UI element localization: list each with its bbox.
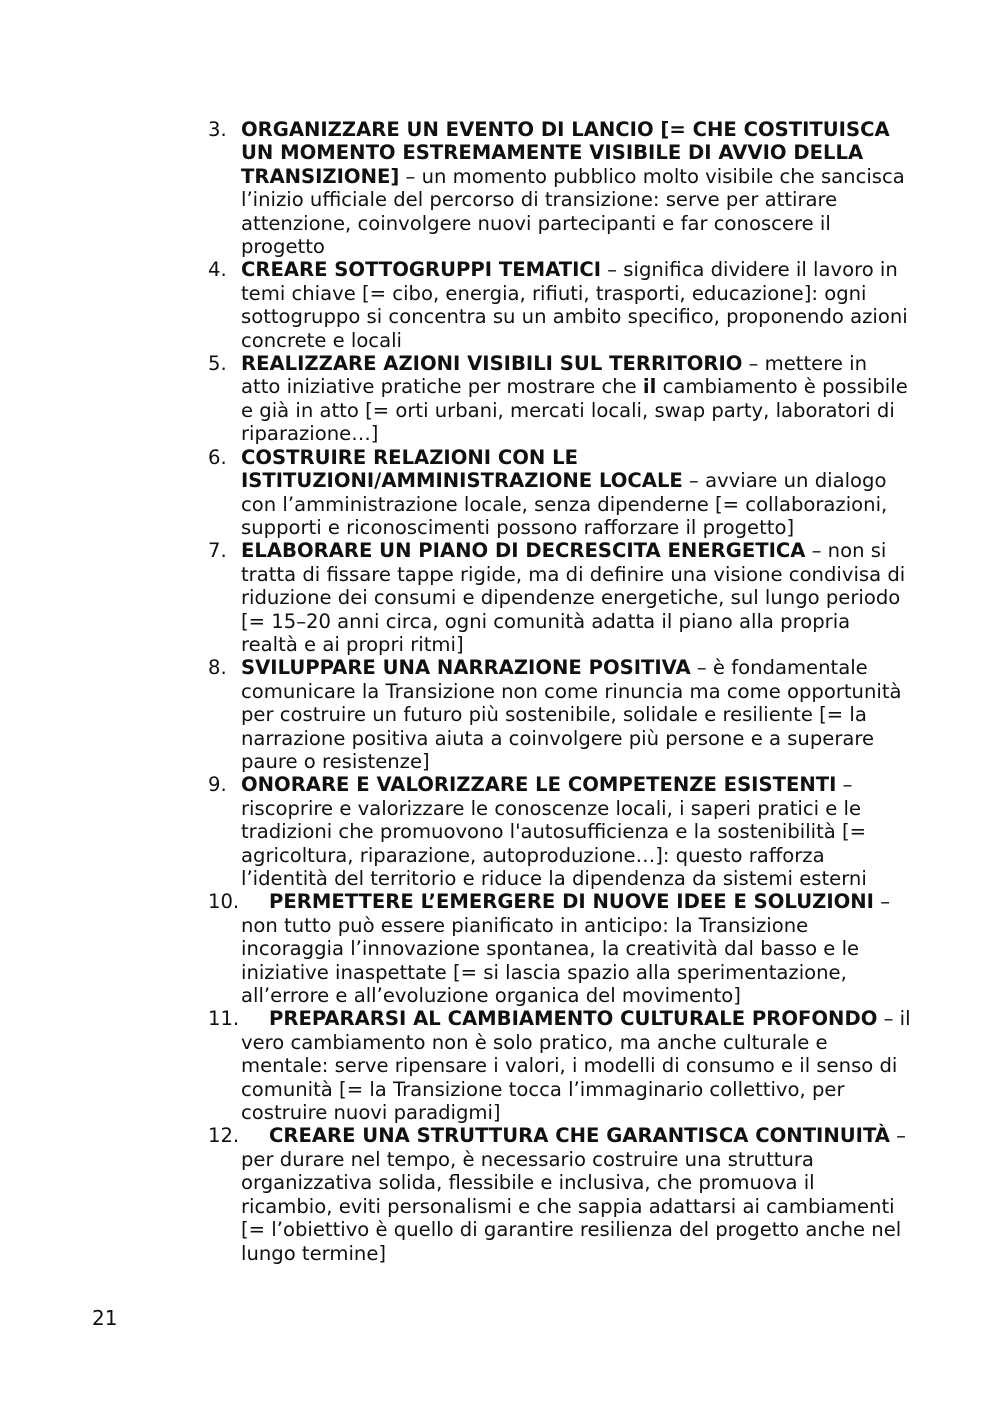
item-text: – non tutto può essere pianificato in anticipo: la Transizione incoraggia l’innovazione spontanea, la creatività dal basso e le iniziative inaspettate [= si lascia spazio alla sperimentazione, all’errore e all’evoluzione organica del movimento]: [241, 890, 890, 1008]
item-heading: SVILUPPARE UNA NARRAZIONE POSITIVA: [241, 656, 691, 680]
list-item: [0, 890, 911, 1007]
item-heading: ONORARE E VALORIZZARE LE COMPETENZE ESISTENTI: [241, 773, 837, 797]
item-number: 7.: [208, 539, 227, 563]
list-item: [0, 352, 911, 446]
item-heading: PREPARARSI AL CAMBIAMENTO CULTURALE PROFONDO: [269, 1007, 878, 1031]
item-number: 5.: [208, 352, 227, 376]
item-text: – significa dividere il lavoro in temi chiave [= cibo, energia, rifiuti, trasporti, educazione]: ogni sottogruppo si concentra su un ambito specifico, proponendo azioni concrete e locali: [241, 258, 908, 352]
item-text: – avviare un dialogo con l’amministrazione locale, senza dipenderne [= collaborazioni, supporti e riconoscimenti possono rafforzare il progetto]: [241, 469, 888, 539]
list-item: [0, 118, 911, 258]
list-item: [0, 656, 911, 773]
item-heading: PERMETTERE L’EMERGERE DI NUOVE IDEE E SOLUZIONI: [269, 890, 874, 914]
item-number: 8.: [208, 656, 227, 680]
list-item: [0, 539, 911, 656]
page-number: 21: [92, 1306, 118, 1330]
item-text: – è fondamentale comunicare la Transizione non come rinuncia ma come opportunità per costruire un futuro più sostenibile, solidale e resiliente [= la narrazione positiva aiuta a coinvolgere più persone e a superare paure o resistenze]: [241, 656, 902, 773]
list-item: [0, 258, 911, 352]
list-item: [0, 446, 911, 540]
item-number: 6.: [208, 445, 227, 469]
numbered-list: [0, 118, 1000, 1265]
list-item: [0, 1124, 911, 1264]
item-heading: CREARE SOTTOGRUPPI TEMATICI: [241, 258, 602, 282]
list-item: [0, 773, 911, 890]
item-number: 11.: [208, 1007, 240, 1031]
item-heading: COSTRUIRE RELAZIONI CON LE ISTITUZIONI/AMMINISTRAZIONE LOCALE: [241, 445, 683, 493]
item-heading: ORGANIZZARE UN EVENTO DI LANCIO [= CHE COSTITUISCA UN MOMENTO ESTREMAMENTE VISIBILE DI AVVIO DELLA TRANSIZIONE]: [241, 118, 890, 188]
item-number: 3.: [208, 118, 227, 141]
item-bold-word: il: [642, 375, 657, 399]
item-text: – non si tratta di fissare tappe rigide, ma di definire una visione condivisa di riduzione dei consumi e dipendenze energetiche, sul lungo periodo [= 15–20 anni circa, ogni comunità adatta il piano alla propria realtà e ai propri ritmi]: [241, 539, 906, 656]
item-number: 10.: [208, 890, 240, 914]
item-number: 12.: [208, 1124, 240, 1148]
item-text: – un momento pubblico molto visibile che sancisca l’inizio ufficiale del percorso di transizione: serve per attirare attenzione, coinvolgere nuovi partecipanti e far conoscere il progetto: [241, 164, 905, 259]
item-heading: REALIZZARE AZIONI VISIBILI SUL TERRITORIO: [241, 352, 743, 376]
item-text: – per durare nel tempo, è necessario costruire una struttura organizzativa solida, flessibile e inclusiva, che promuova il ricambio, eviti personalismi e che sappia adattarsi ai cambiamenti [= l’obiettivo è quello di garantire resilienza del progetto anche nel lungo termine]: [241, 1124, 906, 1265]
item-number: 4.: [208, 258, 227, 282]
item-heading: ELABORARE UN PIANO DI DECRESCITA ENERGETICA: [241, 539, 806, 563]
item-heading: CREARE UNA STRUTTURA CHE GARANTISCA CONTINUITÀ: [269, 1124, 890, 1148]
item-text: – il vero cambiamento non è solo pratico, ma anche culturale e mentale: serve ripensare i valori, i modelli di consumo e il senso di comunità [= la Transizione tocca l’immaginario collettivo, per costruire nuovi paradigmi]: [241, 1007, 911, 1125]
item-text: – mettere in atto iniziative pratiche per mostrare che: [241, 352, 867, 399]
item-text: – riscoprire e valorizzare le conoscenze locali, i saperi pratici e le tradizioni che promuovono l'autosufficienza e la sostenibilità [= agricoltura, riparazione, autoproduzione…]: questo rafforza l’identità del territorio e riduce la dipendenza da sistemi esterni: [241, 773, 867, 890]
list-item: [0, 1007, 911, 1124]
item-text-after: cambiamento è possibile e già in atto [= orti urbani, mercati locali, swap party, laboratori di riparazione…]: [241, 375, 908, 446]
item-number: 9.: [208, 773, 227, 797]
